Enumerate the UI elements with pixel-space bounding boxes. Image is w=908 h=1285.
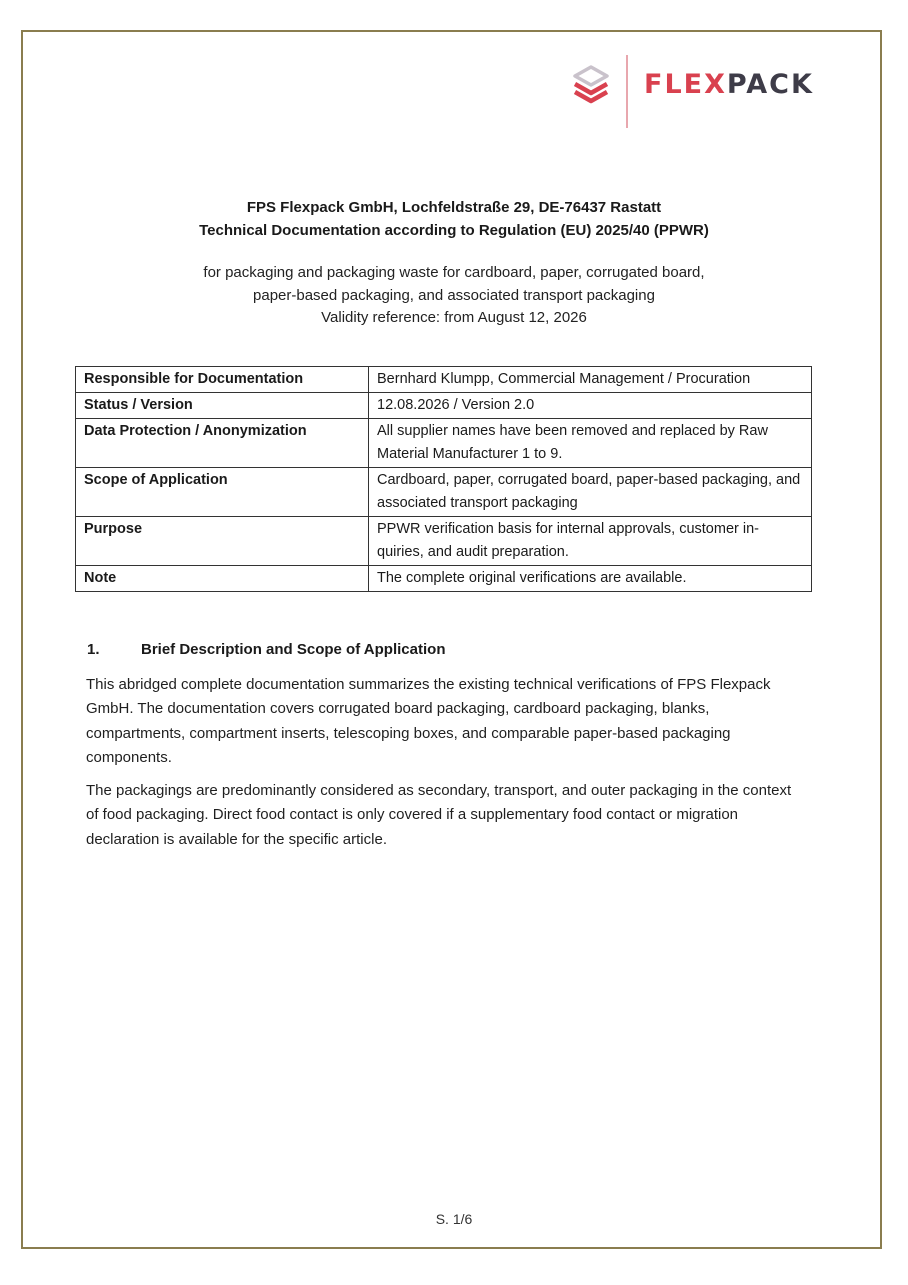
table-value: The complete original verifications are available.	[369, 566, 812, 592]
section-heading	[87, 641, 445, 658]
table-key: Purpose	[76, 517, 369, 566]
body-paragraph-2: The packagings are predominantly considered as secondary, transport, and outer packaging in the context of food packaging. Direct food contact is only covered if a supplementary food contact or migration declaration is available for the specific article.	[86, 782, 792, 848]
table-row	[76, 367, 812, 393]
section-title: Brief Description and Scope of Application	[141, 641, 446, 658]
table-value: Bernhard Klumpp, Commercial Management / Procuration	[369, 367, 812, 393]
table-row	[76, 419, 812, 468]
table-row	[76, 393, 812, 419]
table-key: Status / Version	[76, 393, 369, 419]
table-value: Cardboard, paper, corrugated board, paper-based packaging, and associated transport packaging	[369, 468, 812, 517]
document-heading	[0, 196, 908, 242]
table-value: PPWR verification basis for internal approvals, customer in-quiries, and audit preparation.	[369, 517, 812, 566]
body-paragraph-1: This abridged complete documentation summarizes the existing technical verifications of FPS Flexpack GmbH. The documentation covers corrugated board packaging, cardboard packaging, blanks, compartments, compartment inserts, telescoping boxes, and comparable paper-based packaging components.	[86, 676, 771, 767]
table-key: Responsible for Documentation	[76, 367, 369, 393]
table-row	[76, 566, 812, 592]
document-title: Technical Documentation according to Regulation (EU) 2025/40 (PPWR)	[199, 222, 709, 239]
page-number: S. 1/6	[435, 1211, 473, 1227]
document-subtitle	[0, 262, 908, 330]
logo-text-accent: FLEX	[644, 69, 727, 100]
table-key: Scope of Application	[76, 468, 369, 517]
subtitle-line-1: for packaging and packaging waste for cardboard, paper, corrugated board,	[203, 264, 705, 281]
document-info-table	[75, 366, 812, 592]
logo-wordmark	[644, 69, 814, 100]
layered-stack-logo-icon	[572, 65, 610, 105]
subtitle-line-2: paper-based packaging, and associated transport packaging	[253, 286, 655, 304]
table-row	[76, 468, 812, 517]
table-key: Note	[76, 566, 369, 592]
table-key: Data Protection / Anonymization	[76, 419, 369, 468]
table-value: All supplier names have been removed and replaced by Raw Material Manufacturer 1 to 9.	[369, 419, 812, 468]
table-value: 12.08.2026 / Version 2.0	[369, 393, 812, 419]
logo-text-main: PACK	[726, 69, 814, 100]
company-logo	[572, 55, 812, 129]
table-row	[76, 517, 812, 566]
company-address-line: FPS Flexpack GmbH, Lochfeldstraße 29, DE-76437 Rastatt	[246, 199, 662, 216]
section-number: 1.	[87, 641, 100, 658]
validity-reference: Validity reference: from August 12, 2026	[321, 309, 587, 326]
logo-divider	[626, 55, 628, 128]
